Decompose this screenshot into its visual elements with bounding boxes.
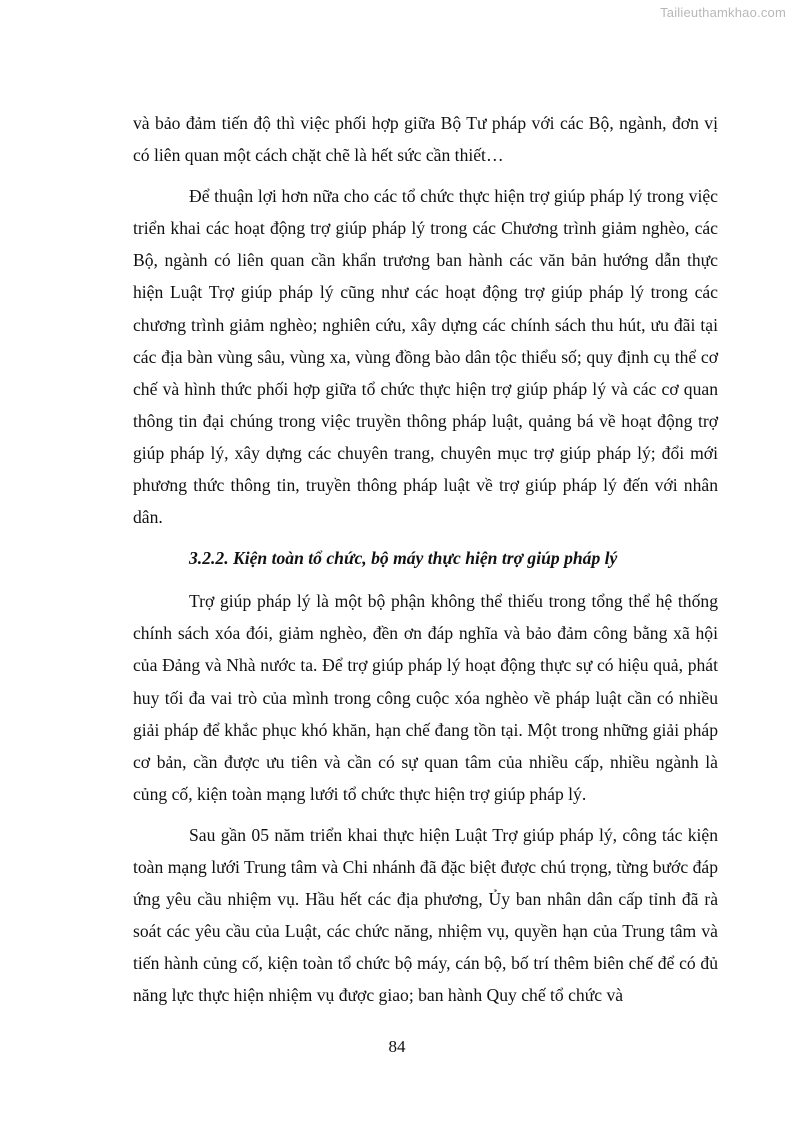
paragraph-continuation: và bảo đảm tiến độ thì việc phối hợp giữa Bộ Tư pháp với các Bộ, ngành, đơn vị có liên quan một cách chặt chẽ là hết sức cần thiết… [133, 113, 718, 166]
paragraph-section-progress: Sau gần 05 năm triển khai thực hiện Luật Trợ giúp pháp lý, công tác kiện toàn mạng lưới Trung tâm và Chi nhánh đã đặc biệt được chú trọng, từng bước đáp ứng yêu cầu nhiệm vụ. Hầu hết các địa phương, Ủy ban nhân dân cấp tỉnh đã rà soát các yêu cầu của Luật, các chức năng, nhiệm vụ, quyền hạn của Trung tâm và tiến hành củng cố, kiện toàn tổ chức bộ máy, cán bộ, bố trí thêm biên chế để có đủ năng lực thực hiện nhiệm vụ được giao; ban hành Quy chế tổ chức và [133, 824, 718, 1006]
paragraph-section-intro: Trợ giúp pháp lý là một bộ phận không thể thiếu trong tổng thể hệ thống chính sách xóa đói, giảm nghèo, đền ơn đáp nghĩa và bảo đảm công bằng xã hội của Đảng và Nhà nước ta. Để trợ giúp pháp lý hoạt động thực sự có hiệu quả, phát huy tối đa vai trò của mình trong công cuộc xóa nghèo về pháp luật cần có nhiều giải pháp để khắc phục khó khăn, hạn chế đang tồn tại. Một trong những giải pháp cơ bản, cần được ưu tiên và cần có sự quan tâm của nhiều cấp, nhiều ngành là củng cố, kiện toàn mạng lưới tổ chức thực hiện trợ giúp pháp lý. [133, 591, 718, 804]
watermark-text: Tailieuthamkhao.com [660, 5, 786, 20]
page-number: 84 [388, 1037, 406, 1056]
paragraph-recommendations: Để thuận lợi hơn nữa cho các tổ chức thực hiện trợ giúp pháp lý trong việc triển khai các hoạt động trợ giúp pháp lý trong các Chương trình giảm nghèo, các Bộ, ngành có liên quan cần khẩn trương ban hành các văn bản hướng dẫn thực hiện Luật Trợ giúp pháp lý cũng như các hoạt động trợ giúp pháp lý trong các chương trình giảm nghèo; nghiên cứu, xây dựng các chính sách thu hút, ưu đãi tại các địa bàn vùng sâu, vùng xa, vùng đồng bào dân tộc thiểu số; quy định cụ thể cơ chế và hình thức phối hợp giữa tổ chức thực hiện trợ giúp pháp lý và các cơ quan thông tin đại chúng trong việc truyền thông pháp luật, quảng bá về hoạt động trợ giúp pháp lý, xây dựng các chuyên trang, chuyên mục trợ giúp pháp lý; đổi mới phương thức thông tin, truyền thông pháp luật về trợ giúp pháp lý đến với nhân dân. [133, 186, 718, 528]
document-body [133, 107, 718, 1020]
section-heading: 3.2.2. Kiện toàn tổ chức, bộ máy thực hiện trợ giúp pháp lý [189, 548, 618, 569]
